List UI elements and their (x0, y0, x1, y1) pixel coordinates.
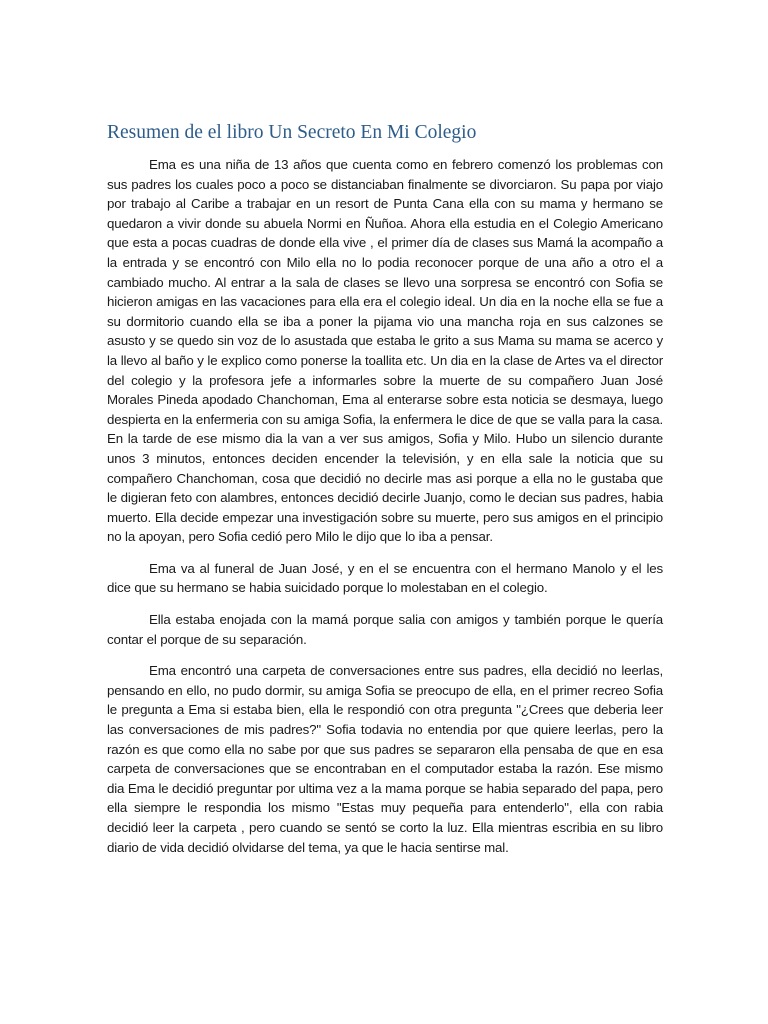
paragraph-funeral: Ema va al funeral de Juan José, y en el se encuentra con el hermano Manolo y el les dice que su hermano se habia suicidado porque lo molestaban en el colegio. (107, 560, 663, 596)
paragraph-mother: Ella estaba enojada con la mamá porque salia con amigos y también porque le quería contar el porque de su separación. (107, 612, 663, 647)
document-body (107, 155, 663, 869)
paragraph-summary: Ema es una niña de 13 años que cuenta como en febrero comenzó los problemas con sus padres los cuales poco a poco se distanciaban finalmente se divorciaron. Su papa por viajo por trabajo al Caribe a trabajar en un resort de Punta Cana ella con su mama y hermano se quedaron a vivir donde su abuela Normi en Ñuñoa. Ahora ella estudia en el Colegio Americano que esta a pocas cuadras de donde ella vive , el primer día de clases sus Mamá la acompaño a la entrada y se encontró con Milo ella no lo podia reconocer porque de una año a otro el a cambiado mucho. Al entrar a la sala de clases se llevo una sorpresa se encontró con Sofia se hicieron amigas en las vacaciones para ella era el colegio ideal. Un dia en la noche ella se fue a su dormitorio cuando ella se iba a poner la pijama vio una mancha roja en sus calzones se asusto y se quedo sin voz de lo asustada que estaba le grito a sus Mama su mama se acerco y la llevo al baño y le explico como ponerse la toallita etc. Un dia en la clase de Artes va el director del colegio y la profesora jefe a informarles sobre la muerte de su compañero Juan José Morales Pineda apodado Chanchoman, Ema al enterarse sobre esta noticia se desmaya, luego despierta en la enfermeria con su amiga Sofia, la enfermera le dice de que se valla para la casa. En la tarde de ese mismo dia la van a ver sus amigos, Sofia y Milo. Hubo un silencio durante unos 3 minutos, entonces deciden encender la televisión, y en ella sale la noticia que su compañero Chanchoman, cosa que decidió no decirle mas asi porque a ella no le gustaba que le digieran feto con alambres, entonces decidió decirle Juanjo, como le decian sus padres, habia muerto. Ella decide empezar una investigación sobre su muerte, pero sus amigos en el principio no la apoyan, pero Sofia cedió pero Milo le dijo que lo iba a pensar. (107, 157, 663, 545)
document-title: Resumen de el libro Un Secreto En Mi Colegio (107, 122, 477, 143)
paragraph-folder: Ema encontró una carpeta de conversaciones entre sus padres, ella decidió no leerlas, pensando en ello, no pudo dormir, su amiga Sofia se preocupo de ella, en el primer recreo Sofia le pregunta a Ema si estaba bien, ella le respondió con otra pregunta "¿Crees que deberia leer las conversaciones de mis padres?" Sofia todavia no entendia por que quiere leerlas, pero la razón es que como ella no sabe por que sus padres se separaron ella pensaba de que en esa carpeta de conversaciones que se encontraban en el computador estaba la razón. Ese mismo dia Ema le decidió preguntar por ultima vez a la mama porque se habia separado del papa, pero ella siempre le respondia los mismo "Estas muy pequeña para entenderlo", ella con rabia decidió leer la carpeta , pero cuando se sentó se corto la luz. Ella mientras escribia en su libro diario de vida decidió olvidarse del tema, ya que le hacia sentirse mal. (107, 663, 663, 855)
